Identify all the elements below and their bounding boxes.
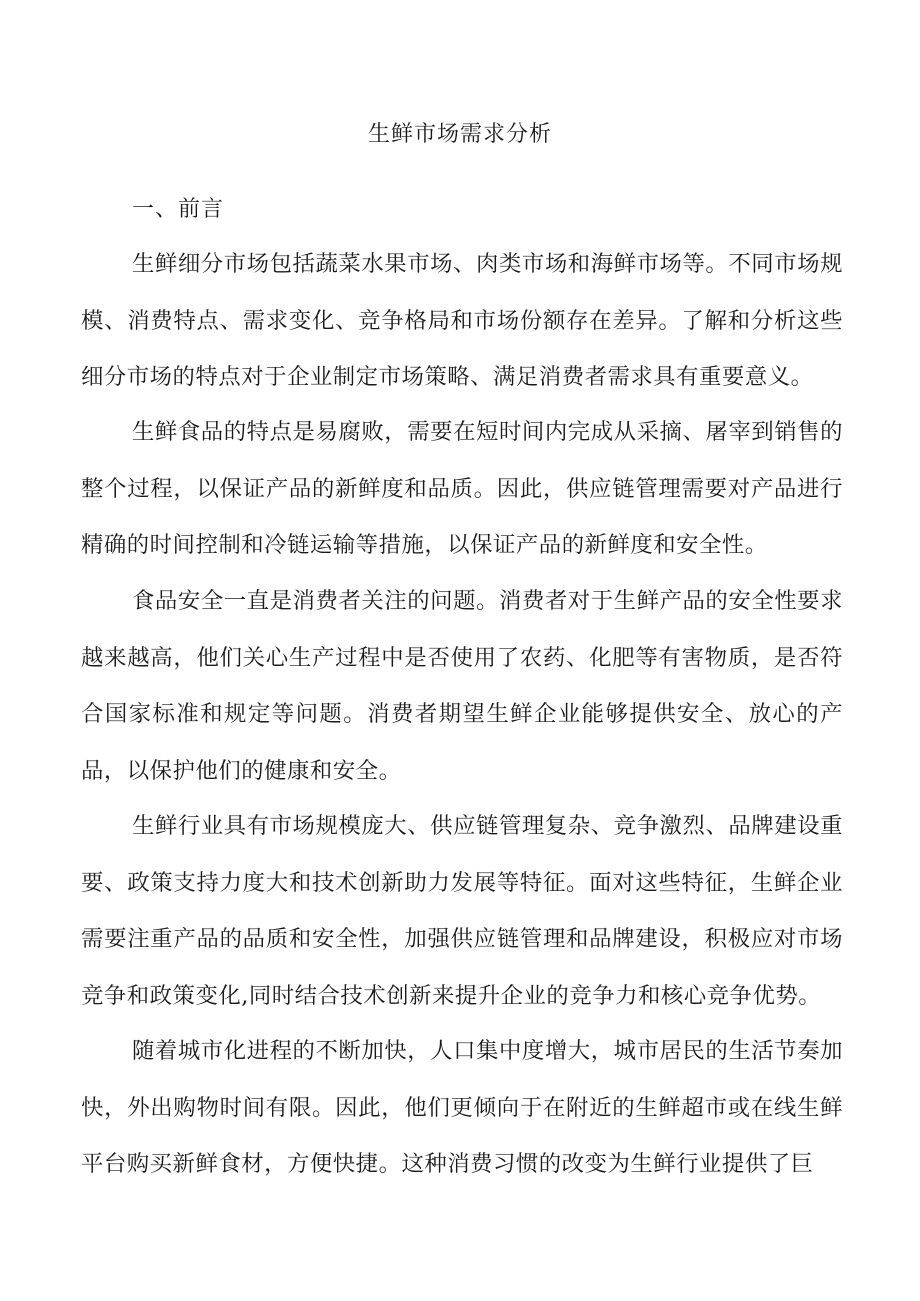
paragraph: 随着城市化进程的不断加快，人口集中度增大，城市居民的生活节奏加快，外出购物时间有限。因此，他们更倾向于在附近的生鲜超市或在线生鲜平台购买新鲜食材，方便快捷。这种消费习惯的改变为生鲜行业提供了巨 (81, 1038, 843, 1177)
page-title: 生鲜市场需求分析 (367, 122, 552, 147)
section-heading: 一、前言 (132, 197, 225, 222)
paragraph: 生鲜食品的特点是易腐败，需要在短时间内完成从采摘、屠宰到销售的整个过程，以保证产品的新鲜度和品质。因此，供应链管理需要对产品进行精确的时间控制和冷链运输等措施，以保证产品的新鲜度和安全性。 (81, 419, 843, 558)
paragraph: 生鲜细分市场包括蔬菜水果市场、肉类市场和海鲜市场等。不同市场规模、消费特点、需求变化、竞争格局和市场份额存在差异。了解和分析这些细分市场的特点对于企业制定市场策略、满足消费者需求具有重要意义。 (81, 251, 843, 390)
paragraph: 食品安全一直是消费者关注的问题。消费者对于生鲜产品的安全性要求越来越高，他们关心生产过程中是否使用了农药、化肥等有害物质，是否符合国家标准和规定等问题。消费者期望生鲜企业能够提供安全、放心的产品，以保护他们的健康和安全。 (81, 588, 843, 784)
paragraph: 生鲜行业具有市场规模庞大、供应链管理复杂、竞争激烈、品牌建设重要、政策支持力度大和技术创新助力发展等特征。面对这些特征，生鲜企业需要注重产品的品质和安全性，加强供应链管理和品牌建设，积极应对市场竞争和政策变化,同时结合技术创新来提升企业的竞争力和核心竞争优势。 (81, 813, 843, 1009)
